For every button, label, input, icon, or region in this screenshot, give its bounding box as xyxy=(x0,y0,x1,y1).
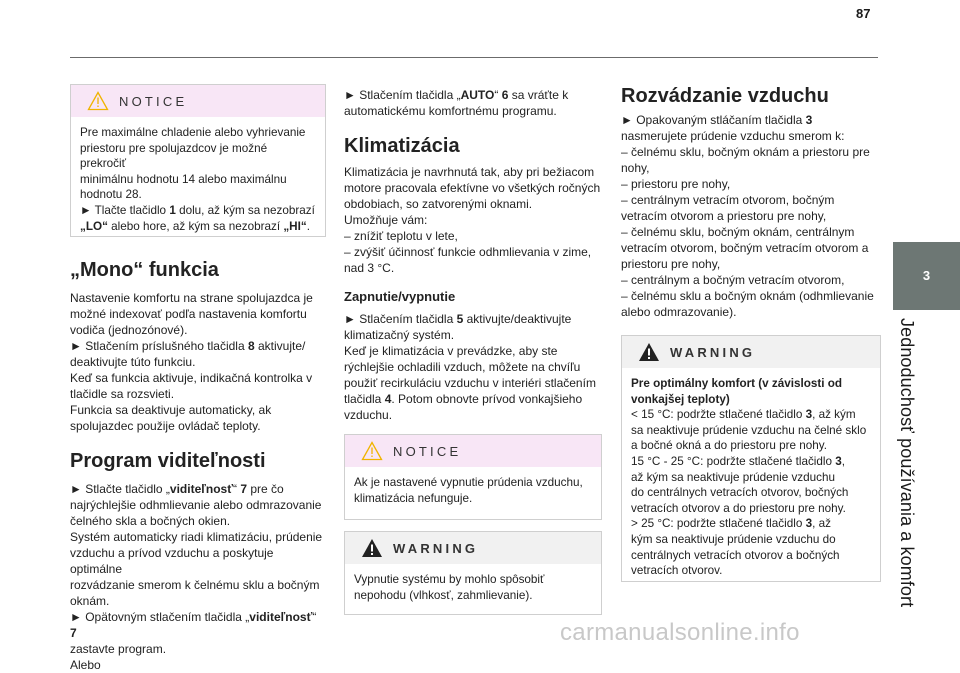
notice-title: NOTICE xyxy=(393,443,462,459)
page-number: 87 xyxy=(856,6,871,21)
notice-header xyxy=(345,435,601,467)
heading-klimatizacia: Klimatizácia xyxy=(344,135,460,157)
notice-text: Pre maximálne chladenie alebo vyhrievanie priestoru pre spolujazdcov je možné prekročiť minimálnu hodnotu 14 alebo maximálnu hodnotu 28. ► Tlačte tlačidlo 1 dolu, až kým sa nezobrazí „LO“ alebo hore, až kým sa nezobrazí „HI“. xyxy=(80,126,315,233)
warning-body xyxy=(345,564,601,613)
column-1 xyxy=(70,84,326,673)
column-3 xyxy=(621,84,881,582)
warning-header xyxy=(622,336,880,368)
on-off-text: ► Stlačením tlačidla 5 aktivujte/deaktivujte klimatizačný systém. Keď je klimatizácia v prevádzke, aby ste rýchlejšie ochladili vzduch, môžete na chvíľu použiť recirkuláciu vzduchu v interiéri stlačením tlačidla 4. Potom obnovte prívod vonkajšieho vzduchu. xyxy=(344,312,596,422)
warning-box-optimal-comfort xyxy=(621,335,881,582)
warning-triangle-icon xyxy=(87,91,109,111)
auto-text: ► Stlačením tlačidla „AUTO“ 6 sa vráťte k automatickému komfortnému programu. xyxy=(344,88,569,118)
warning-title: WARNING xyxy=(670,344,756,360)
watermark: carmanualsonline.info xyxy=(560,619,800,646)
mono-text: Nastavenie komfortu na strane spolujazdca je možné indexovať podľa nastavenia komfortu vodiča (jednozónové). ► Stlačením príslušného tlačidla 8 aktivujte/ deaktivujte túto funkciu. Keď sa funkcia aktivuje, indikačná kontrolka v tlačidle sa rozsvieti. Funkcia sa deaktivuje automaticky, ak spolujazdec použije ovládač teploty. xyxy=(70,291,313,433)
heading-visibility: Program viditeľnosti xyxy=(70,450,266,472)
air-distribution-text: ► Opakovaným stláčaním tlačidla 3 nasmerujete prúdenie vzduchu smerom k: – čelnému sklu, bočným oknám a priestoru pre nohy, – priestoru pre nohy, – centrálnym vetracím otvorom, bočným vetracím otvorom a priestoru pre nohy, – čelnému sklu, bočným oknám, centrálnym vetracím otvorom, bočným vetracím otvorom a priestoru pre nohy, – centrálnym a bočným vetracím otvorom, – čelnému sklu a bočným oknám (odhmlievanie alebo odmrazovanie). xyxy=(621,113,874,319)
warning-text: Pre optimálny komfort (v závislosti od vonkajšej teploty) < 15 °C: podržte stlačené tlačidlo 3, až kým sa neaktivuje prúdenie vzduchu na čelné sklo a bočné okná a do priestoru pre nohy. 15 °C - 25 °C: podržte stlačené tlačidlo 3, až kým sa neaktivuje prúdenie vzduchu do centrálnych vetracích otvorov, bočných vetracích otvorov a do priestoru pre nohy. > 25 °C: podržte stlačené tlačidlo 3, až kým sa neaktivuje prúdenie vzduchu do centrálnych vetracích otvorov a bočných vetracích otvorov. xyxy=(631,377,867,578)
chapter-title xyxy=(893,318,919,648)
notice-title: NOTICE xyxy=(119,93,188,109)
warning-triangle-icon xyxy=(638,342,660,362)
warning-text: Vypnutie systému by mohlo spôsobiť nepohodu (vlhkosť, zahmlievanie). xyxy=(354,573,545,602)
warning-triangle-icon xyxy=(361,441,383,461)
notice-body xyxy=(71,117,325,244)
column-2 xyxy=(344,84,602,615)
notice-body xyxy=(345,467,601,516)
warning-triangle-icon xyxy=(361,538,383,558)
notice-header xyxy=(71,85,325,117)
klimatizacia-text: Klimatizácia je navrhnutá tak, aby pri bežiacom motore pracovala efektívne vo všetkých ročných obdobiach, so zatvorenými oknami. Umožňuje vám: – znížiť teplotu v lete, – zvýšiť účinnosť funkcie odhmlievania v zime, nad 3 °C. xyxy=(344,165,601,275)
notice-box-max-cooling xyxy=(70,84,326,237)
heading-mono: „Mono“ funkcia xyxy=(70,259,219,281)
chapter-title-text: Jednoduchosť používania a komfort xyxy=(897,318,917,608)
visibility-text: ► Stlačte tlačidlo „viditeľnosť“ 7 pre čo najrýchlejšie odhmlievanie alebo odmrazovanie čelného skla a bočných okien. Systém automaticky riadi klimatizáciu, prúdenie vzduchu a prívod vzduchu a poskytuje optimálne rozvádzanie smerom k čelnému sklu a bočným oknám. ► Opätovným stlačením tlačidla „viditeľnosť“ 7 zastavte program. Alebo xyxy=(70,482,323,672)
heading-on-off: Zapnutie/vypnutie xyxy=(344,289,456,304)
heading-air-distribution: Rozvádzanie vzduchu xyxy=(621,85,829,107)
warning-header xyxy=(345,532,601,564)
notice-box-airflow xyxy=(344,434,602,520)
notice-text: Ak je nastavené vypnutie prúdenia vzduchu, klimatizácia nefunguje. xyxy=(354,476,583,505)
warning-box-system-off xyxy=(344,531,602,615)
top-rule xyxy=(70,57,878,58)
warning-body xyxy=(622,368,880,589)
chapter-tab[interactable]: 3 xyxy=(893,242,960,310)
warning-title: WARNING xyxy=(393,540,479,556)
